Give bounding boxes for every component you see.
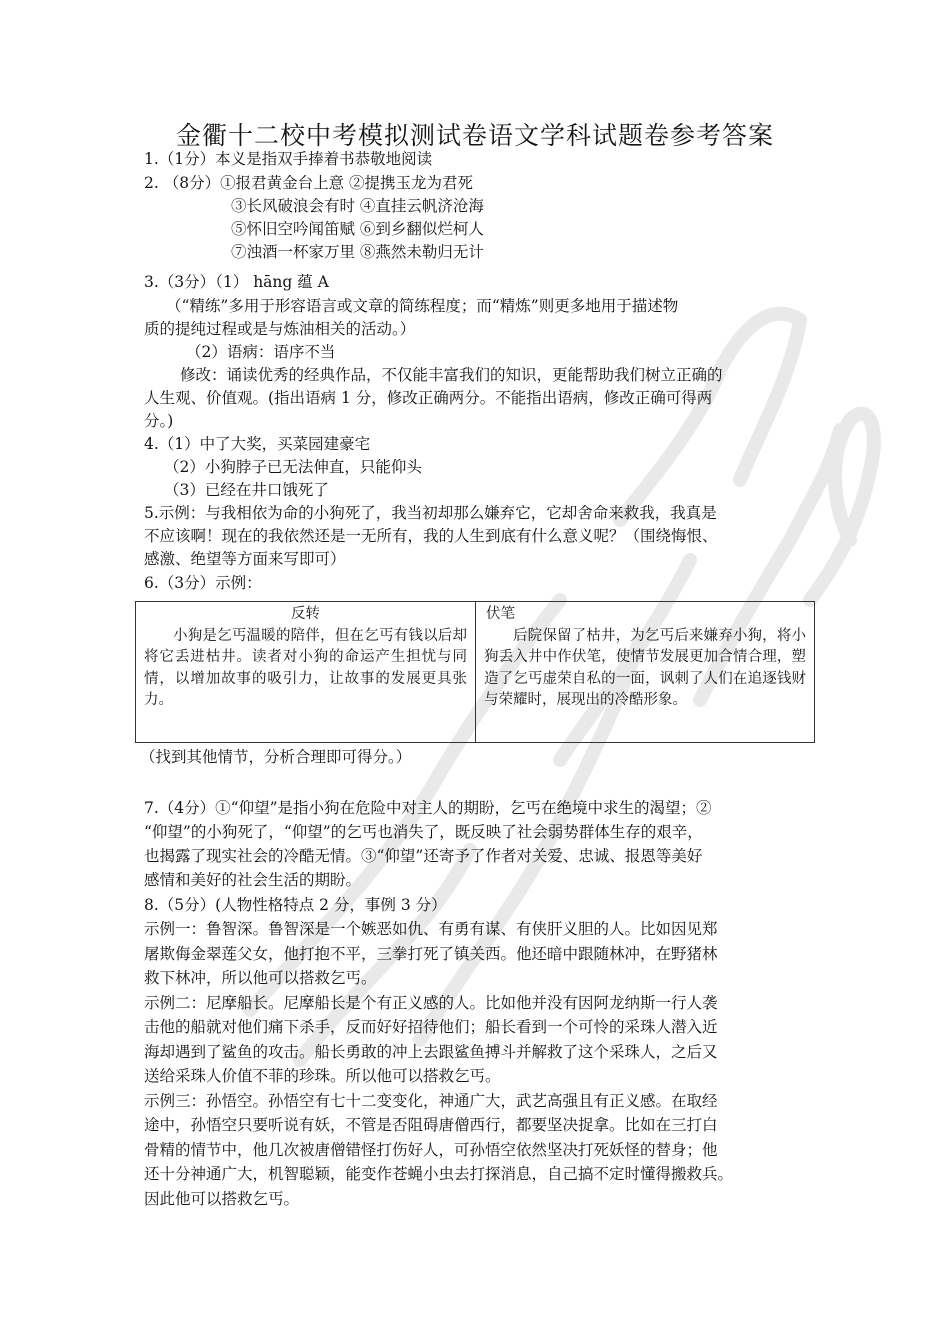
q8-example3: 还十分神通广大，机智聪颖，能变作苍蝇小虫去打探消息，自己搞不定时懂得搬救兵。 — [144, 1165, 734, 1183]
q2-line: ③长风破浪会有时 ④直挂云帆济沧海 — [231, 197, 484, 215]
q8-example3: 骨精的情节中，他几次被唐僧错怪打伤好人，可孙悟空依然坚决打死妖怪的替身；他 — [144, 1141, 718, 1159]
q8-example1: 救下林冲，所以他可以搭救乞丐。 — [144, 969, 377, 987]
q4-line: （3）已经在井口饿死了 — [164, 481, 329, 499]
q6-col2-title: 伏笔 — [486, 606, 515, 622]
q3-fix: 人生观、价值观。(指出语病 1 分，修改正确两分。不能指出语病，修改正确可得两 — [144, 389, 713, 407]
q8-example3: 示例三：孙悟空。孙悟空有七十二变变化，神通广大，武艺高强且有正义感。在取经 — [144, 1092, 718, 1110]
q1-answer: 1.（1分）本义是指双手捧着书恭敬地阅读 — [144, 150, 433, 168]
q3-note: （“精练”多用于形容语言或文章的简练程度；而“精炼”则更多地用于描述物 — [166, 297, 679, 315]
page-title: 金衢十二校中考模拟测试卷语文学科试题卷参考答案 — [175, 121, 774, 150]
q7-line: 感情和美好的社会生活的期盼。 — [144, 871, 362, 889]
q6-cell-foreshadow — [476, 602, 815, 743]
q6-col1-title: 反转 — [291, 606, 320, 622]
q5-line: 感激、绝望等方面来写即可） — [144, 550, 346, 568]
q2-line: ⑦浊酒一杯家万里 ⑧燕然未勒归无计 — [231, 243, 484, 261]
q3-fix: 分。) — [144, 412, 174, 430]
q8-example1: 屠欺侮金翠莲父女，他打抱不平，三拳打死了镇关西。他还暗中跟随林冲，在野猪林 — [144, 945, 718, 963]
q6-col2-text: 后院保留了枯井，为乞丐后来嫌弃小狗，将小狗丢入井中作伏笔，使情节发展更加合情合理，塑造了乞丐虚荣自私的一面，讽刺了人们在追逐钱财与荣耀时，展现出的冷酷形象。 — [484, 627, 806, 708]
q7-line: “仰望”的小狗死了，“仰望”的乞丐也消失了，既反映了社会弱势群体生存的艰辛， — [144, 823, 703, 841]
q2-line: ⑤怀旧空吟闻笛赋 ⑥到乡翻似烂柯人 — [231, 220, 484, 238]
q8-example2: 击他的船就对他们痛下杀手，反而好好招待他们；船长看到一个可怜的采珠人潜入近 — [144, 1018, 718, 1036]
q3-head: 3.（3分）（1） hāng 蕴 A — [144, 273, 329, 291]
q8-example1: 示例一：鲁智深。鲁智深是一个嫉恶如仇、有勇有谋、有侠肝义胆的人。比如因见郑 — [144, 920, 718, 938]
q8-example2: 示例二：尼摩船长。尼摩船长是个有正义感的人。比如他并没有因阿龙纳斯一行人袭 — [144, 994, 718, 1012]
q3-fix: 修改：诵读优秀的经典作品，不仅能丰富我们的知识，更能帮助我们树立正确的 — [180, 366, 723, 384]
q5-line: 不应该啊！现在的我依然还是一无所有，我的人生到底有什么意义呢？（围绕悔恨、 — [144, 527, 718, 545]
q7-line: 7.（4分）①“仰望”是指小狗在危险中对主人的期盼，乞丐在绝境中求生的渴望；② — [144, 799, 712, 817]
q8-example3: 因此他可以搭救乞丐。 — [144, 1190, 300, 1208]
q6-col1-text: 小狗是乞丐温暖的陪伴，但在乞丐有钱以后却将它丢进枯井。读者对小狗的命运产生担忧与同情，以增加故事的吸引力，让故事的发展更具张力。 — [144, 627, 467, 708]
q6-cell-reversal — [136, 602, 476, 743]
q8-example2: 送给采珠人价值不菲的珍珠。所以他可以搭救乞丐。 — [144, 1067, 501, 1085]
q8-example2: 海却遇到了鲨鱼的攻击。船长勇敢的冲上去跟鲨鱼搏斗并解救了这个采珠人，之后又 — [144, 1043, 718, 1061]
q7-line: 也揭露了现实社会的冷酷无情。③“仰望”还寄予了作者对关爱、忠诚、报恩等美好 — [144, 847, 703, 865]
q2-head: 2. （8分）①报君黄金台上意 ②提携玉龙为君死 — [144, 174, 474, 192]
q8-head: 8.（5分）(人物性格特点 2 分，事例 3 分） — [144, 896, 447, 914]
q5-line: 5.示例：与我相依为命的小狗死了，我当初却那么嫌弃它，它却舍命来救我，我真是 — [144, 504, 717, 522]
q6-table — [135, 601, 815, 743]
q4-line: 4.（1）中了大奖，买菜园建豪宅 — [144, 435, 371, 453]
q3-sub2: （2）语病：语序不当 — [186, 343, 336, 361]
q8-example3: 途中，孙悟空只要听说有妖，不管是否阻碍唐僧西行，都要坚决捉拿。比如在三打白 — [144, 1116, 718, 1134]
q6-footnote: （找到其他情节，分析合理即可得分。） — [140, 748, 412, 766]
q3-note: 质的提纯过程或是与炼油相关的活动。） — [144, 320, 416, 338]
q6-head: 6.（3分）示例： — [144, 574, 262, 592]
q4-line: （2）小狗脖子已无法伸直，只能仰头 — [164, 458, 422, 476]
